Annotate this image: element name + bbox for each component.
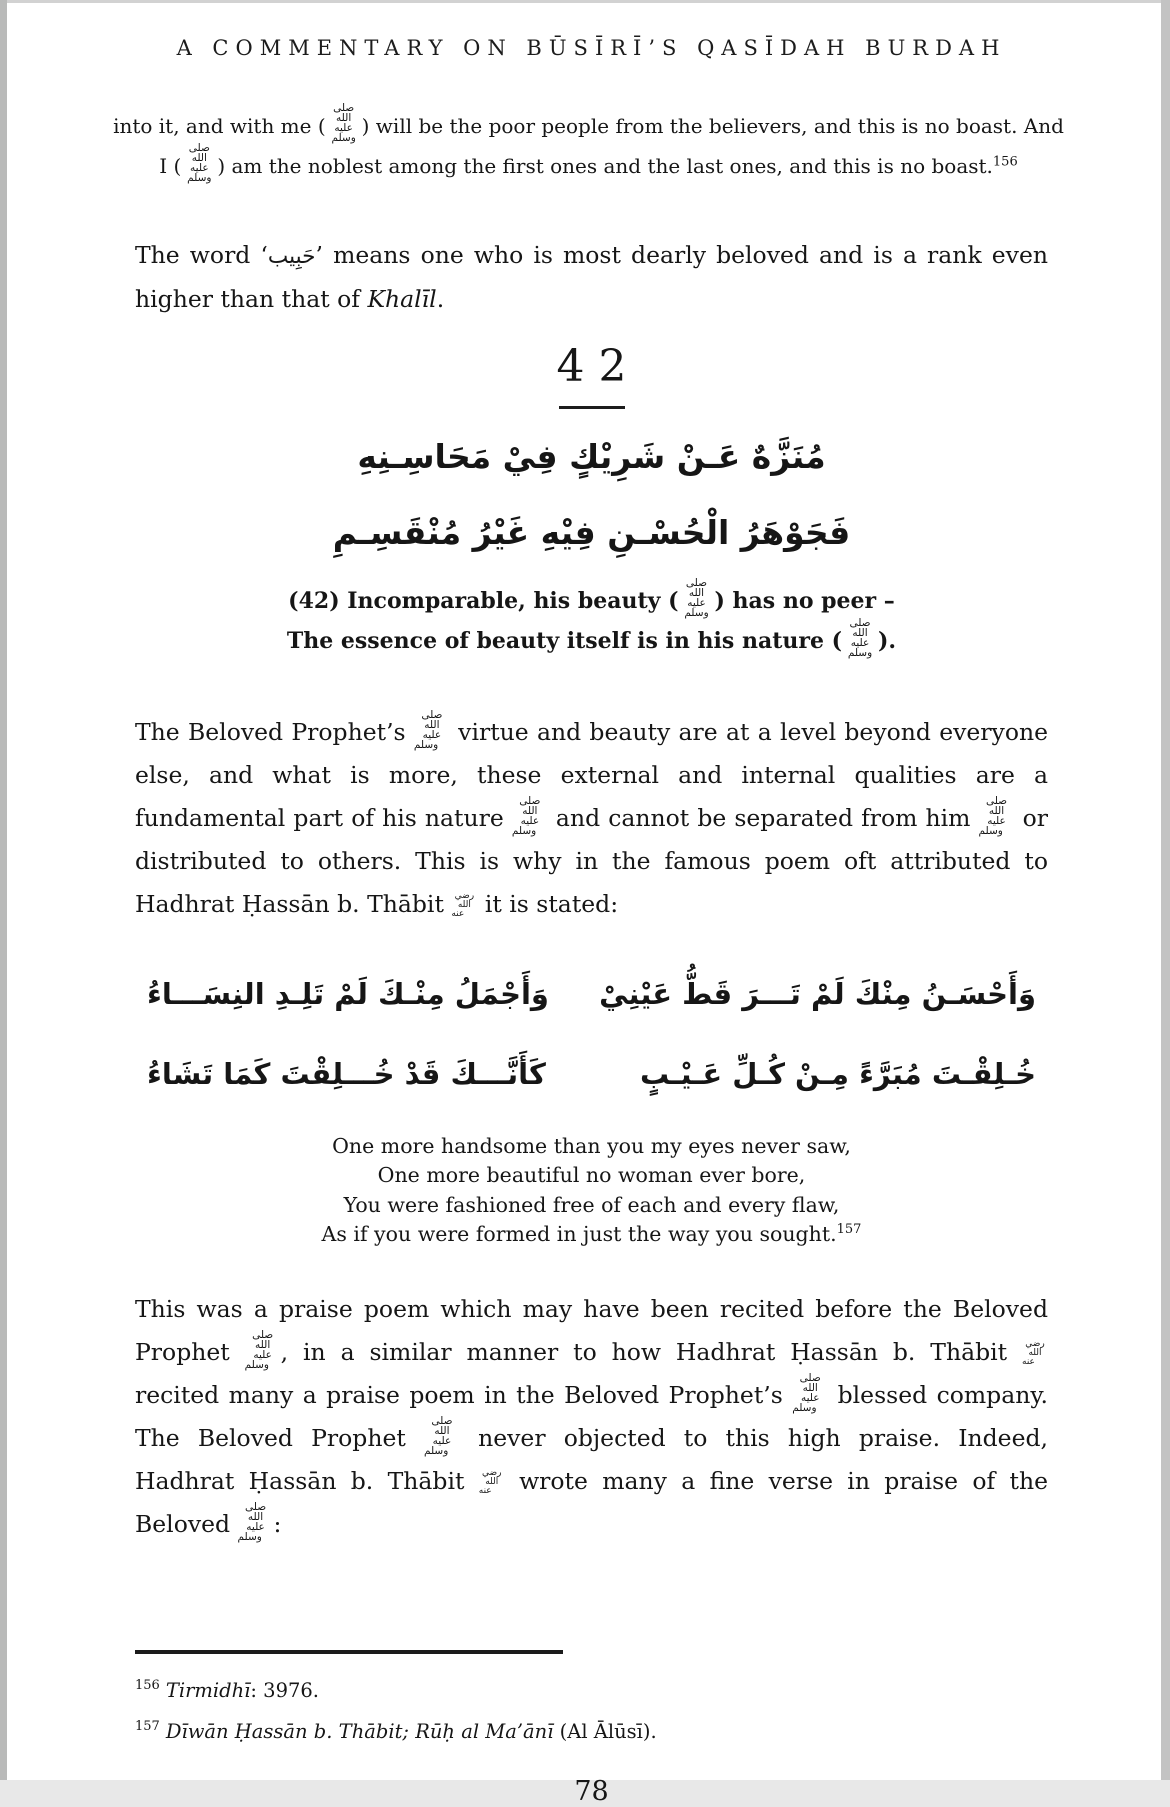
section-divider-rule bbox=[559, 406, 625, 409]
translation-line: One more handsome than you my eyes never saw, bbox=[332, 1133, 851, 1158]
arabic-verse-line-1: مُنَزَّهٌ عَـنْ شَرِيْكٍ فِيْ مَحَاسِـنِهِ bbox=[357, 436, 826, 476]
footnote-source-italic: Dīwān Ḥassān b. Thābit; Rūḥ al Ma’ānī bbox=[165, 1719, 554, 1743]
footnote-source-italic: Tirmidhī bbox=[165, 1678, 251, 1702]
couplet-2-second-hemistich: كَأَنَّـــكَ قَدْ خُـــلِقْتَ كَمَا تَشَاءُ bbox=[147, 1056, 546, 1091]
scan-edge-left bbox=[0, 0, 7, 1780]
saw-honorific-icon: صلى الله عليه وسلم bbox=[331, 102, 356, 144]
couplet-translation bbox=[135, 1132, 1048, 1250]
caption-text: ) has no peer – bbox=[714, 587, 895, 614]
footnote-ref-157: 157 bbox=[836, 1222, 862, 1238]
arabic-verse-line-2: فَجَوْهَرُ الْحُسْـنِ فِيْهِ غَيْرُ مُنْقَسِـمِ bbox=[332, 512, 851, 552]
footnotes-block bbox=[135, 1670, 1048, 1752]
footnote-157 bbox=[135, 1711, 1048, 1752]
commentary-text: it is stated: bbox=[477, 889, 619, 918]
saw-honorific-icon: صلى الله عليه وسلم bbox=[792, 1371, 821, 1414]
saw-honorific-icon: صلى الله عليه وسلم bbox=[847, 616, 873, 659]
footnote-source-rest: (Al Ālūsī). bbox=[553, 1719, 657, 1743]
commentary-text: The Beloved Prophet’s bbox=[135, 717, 414, 746]
commentary-text: virtue and beauty are at a level beyond everyone else, and what is more, these external and internal qualities are a fundamental part of his nature bbox=[135, 717, 1049, 832]
commentary-text: This was a praise poem which may have been recited before the Beloved Prophet bbox=[135, 1294, 1048, 1366]
footnote-marker: 157 bbox=[135, 1719, 160, 1734]
quote-text: ) am the noblest among the first ones and the last ones, and this is no boast. bbox=[217, 153, 993, 178]
footnote-ref-156: 156 bbox=[992, 154, 1018, 170]
caption-line-1 bbox=[135, 576, 1048, 619]
commentary-text: blessed company. The Beloved Prophet bbox=[135, 1380, 1048, 1452]
arabic-word-habib: حَبِيب bbox=[267, 243, 316, 269]
intro-italic-khalil: Khalīl bbox=[367, 284, 437, 313]
couplet-row-2 bbox=[135, 1042, 1048, 1106]
footnote-marker: 156 bbox=[135, 1678, 160, 1693]
arabic-couplet-block bbox=[135, 962, 1048, 1106]
quote-text: into it, and with me ( bbox=[113, 113, 326, 138]
commentary-text: and cannot be separated from him bbox=[547, 803, 979, 832]
saw-honorific-icon: صلى الله عليه وسلم bbox=[244, 1328, 274, 1371]
commentary-text: recited many a praise poem in the Beloved Prophet’s bbox=[135, 1380, 793, 1409]
page-number: 78 bbox=[574, 1775, 609, 1807]
translation-line: One more beautiful no woman ever bore, bbox=[377, 1163, 806, 1187]
saw-honorific-icon: صلى الله عليه وسلم bbox=[423, 1414, 453, 1457]
arabic-verse-block bbox=[135, 419, 1048, 571]
footnote-separator-rule bbox=[135, 1650, 563, 1654]
saw-honorific-icon: صلى الله عليه وسلم bbox=[187, 141, 212, 184]
commentary-text: : bbox=[273, 1509, 282, 1538]
scan-edge-right bbox=[1161, 0, 1170, 1780]
ra-honorific-icon: رضي الله عنه bbox=[451, 891, 475, 919]
verse-translation-caption bbox=[135, 576, 1048, 659]
saw-honorific-icon: صلى الله عليه وسلم bbox=[413, 708, 443, 751]
saw-honorific-icon: صلى الله عليه وسلم bbox=[978, 794, 1008, 837]
footnote-156 bbox=[135, 1670, 1048, 1711]
caption-line-2 bbox=[135, 616, 1048, 659]
caption-text: (42) Incomparable, his beauty ( bbox=[288, 587, 679, 614]
translation-line: You were fashioned free of each and every flaw, bbox=[343, 1192, 840, 1217]
intro-text: ’ means one who is most dearly beloved and is a rank even higher than that of bbox=[135, 240, 1048, 313]
couplet-1-second-hemistich: وَأَجْمَلُ مِنْـكَ لَمْ تَلِـدِ النِسَـــاءُ bbox=[147, 976, 549, 1011]
section-number: 42 bbox=[556, 340, 641, 392]
running-header-title: A COMMENTARY ON BŪSĪRĪ’S QASĪDAH BURDAH bbox=[176, 36, 1007, 60]
translation-text: As if you were formed in just the way you sought. bbox=[321, 1222, 837, 1246]
quote-text: ) will be the poor people from the believers, and this is no boast. And I ( bbox=[159, 113, 1064, 178]
commentary-text: never objected to this high praise. Indeed, Hadhrat Ḥassān b. Thābit bbox=[135, 1423, 1048, 1495]
couplet-2-first-hemistich: خُـلِقْـتَ مُبَرَّءً مِـنْ كُـلِّ عَـيْـبٍ bbox=[640, 1056, 1036, 1091]
intro-paragraph bbox=[135, 234, 1048, 321]
commentary-text: wrote many a fine verse in praise of the Beloved bbox=[135, 1466, 1049, 1538]
caption-text: The essence of beauty itself is in his nature ( bbox=[286, 627, 843, 654]
saw-honorific-icon: صلى الله عليه وسلم bbox=[511, 794, 541, 837]
couplet-1-first-hemistich: وَأَحْسَـنُ مِنْكَ لَمْ تَـــرَ قَطُّ عَيْنِيْ bbox=[599, 976, 1036, 1011]
intro-text: The word ‘ bbox=[135, 240, 268, 269]
caption-text: ). bbox=[878, 627, 897, 654]
intro-text: . bbox=[436, 284, 445, 313]
footnote-source-rest: : 3976. bbox=[250, 1678, 319, 1702]
couplet-row-1 bbox=[135, 962, 1048, 1026]
ra-honorific-icon: رضي الله عنه bbox=[1022, 1339, 1045, 1367]
commentary-paragraph-2 bbox=[135, 1288, 1048, 1546]
commentary-text: or distributed to others. This is why in the famous poem oft attributed to Hadhrat Ḥassān b. Thābit bbox=[135, 803, 1048, 918]
saw-honorific-icon: صلى الله عليه وسلم bbox=[684, 576, 709, 619]
saw-honorific-icon: صلى الله عليه وسلم bbox=[237, 1500, 267, 1543]
translation-line bbox=[135, 1220, 1048, 1250]
commentary-paragraph-1 bbox=[135, 708, 1049, 926]
scan-edge-top bbox=[0, 0, 1170, 3]
commentary-text: , in a similar manner to how Hadhrat Ḥassān b. Thābit bbox=[280, 1337, 1023, 1366]
hadith-quote bbox=[113, 104, 1064, 184]
ra-honorific-icon: رضي الله عنه bbox=[478, 1468, 502, 1496]
